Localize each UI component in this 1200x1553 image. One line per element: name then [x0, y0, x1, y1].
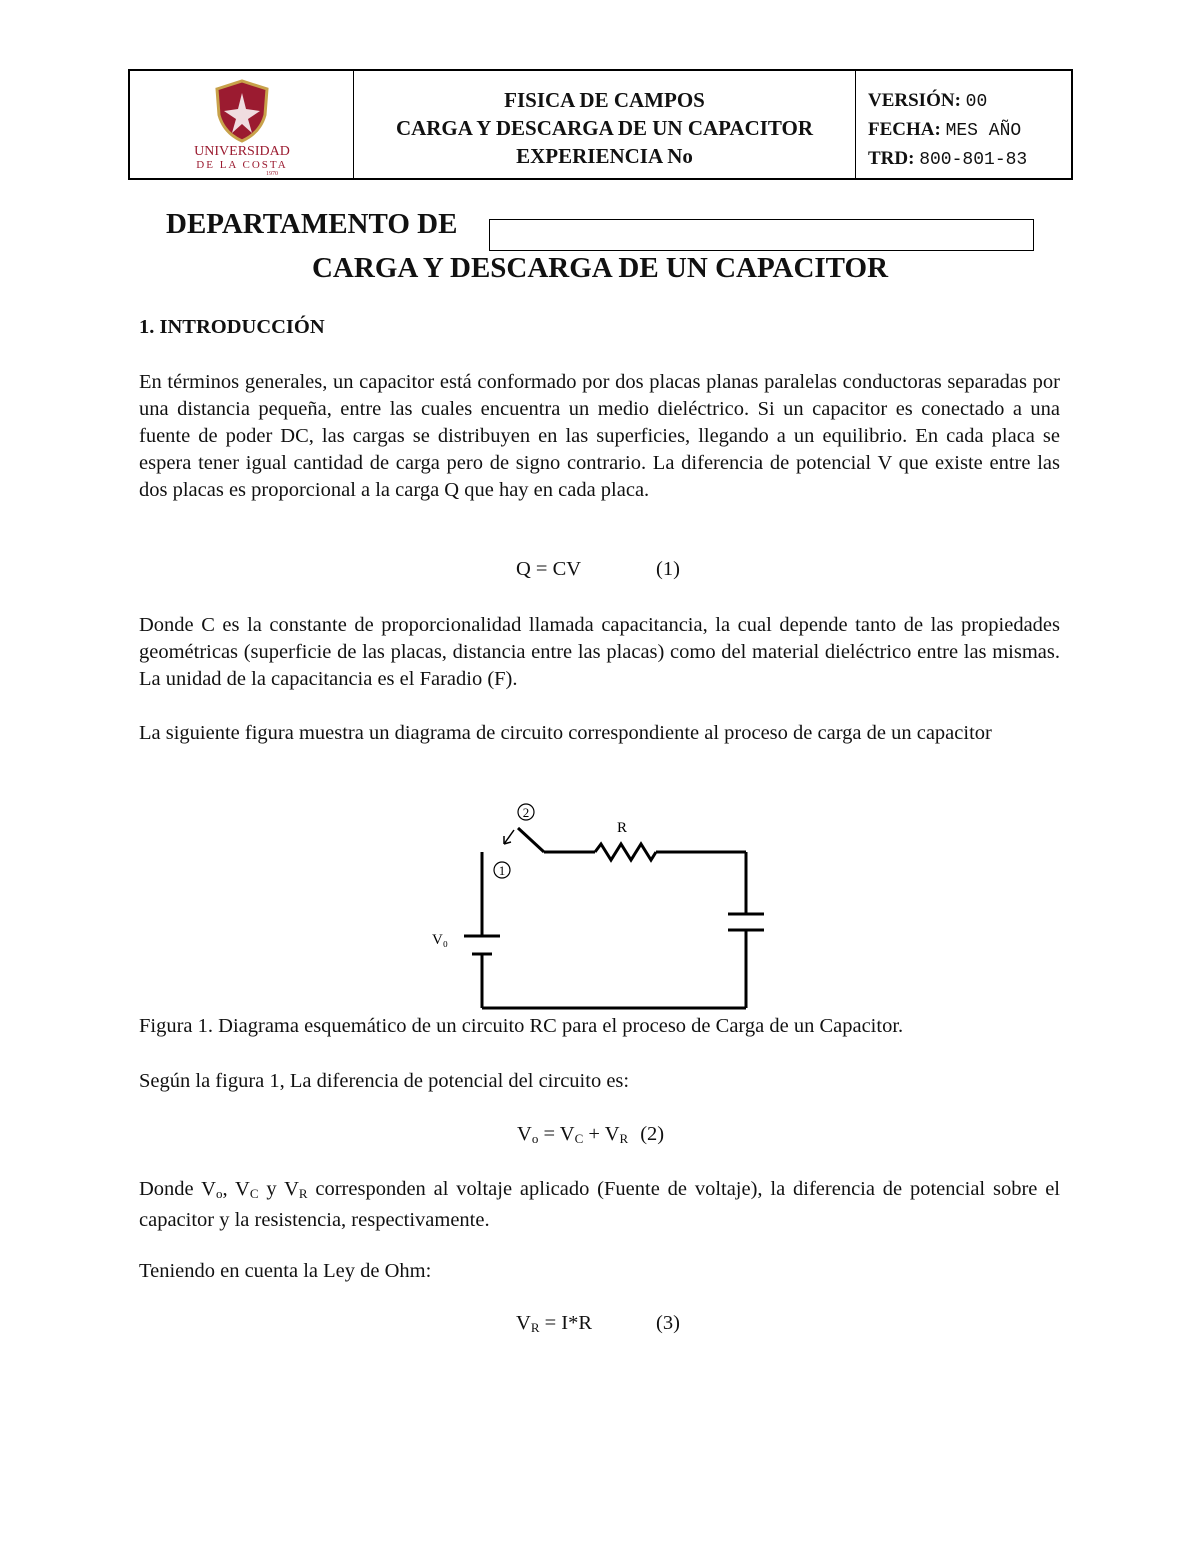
- section-heading: 1. INTRODUCCIÓN: [139, 316, 325, 338]
- voltage-definitions-paragraph: [139, 1176, 1060, 1234]
- equation-2: [517, 1123, 664, 1147]
- potential-paragraph: Según la figura 1, La diferencia de potencial del circuito es:: [139, 1070, 630, 1092]
- p5-part4: corresponden al voltaje aplicado (Fuente de voltaje), la diferencia de potencial sobre el capacitor y la resistencia, respectivamente.: [139, 1178, 1060, 1231]
- p5-sub3: R: [298, 1186, 308, 1201]
- university-logo: [130, 71, 354, 178]
- eq3-vr: V: [516, 1312, 531, 1334]
- version-label: VERSIÓN:: [868, 90, 961, 111]
- capacitance-paragraph: Donde C es la constante de proporcionalidad llamada capacitancia, la cual depende tanto de las propiedades geométricas (superficie de las placas, distancia entre las placas) como del material dieléctrico entre las mismas. La unidad de la capacitancia es el Faradio (F).: [139, 614, 1060, 690]
- eq2-equals: =: [538, 1123, 560, 1145]
- eq3-vr-sub: R: [530, 1320, 540, 1335]
- logo-line2: DE LA COSTA: [195, 158, 288, 171]
- header-subject: CARGA Y DESCARGA DE UN CAPACITOR: [395, 116, 814, 140]
- source-label: V₀: [431, 932, 449, 948]
- trd-value: 800-801-83: [919, 150, 1028, 170]
- p5-sub1: o: [215, 1186, 223, 1201]
- header-title-block: [354, 71, 856, 178]
- experience-number: EXPERIENCIA No: [516, 144, 693, 168]
- university-shield-icon: [172, 75, 312, 175]
- eq3-rest: = I*R: [539, 1312, 593, 1334]
- eq2-vr: V: [604, 1123, 620, 1145]
- header-meta-block: [856, 71, 1071, 178]
- department-label: DEPARTAMENTO DE: [166, 208, 458, 240]
- intro-paragraph: En términos generales, un capacitor está conformado por dos placas planas paralelas conductoras separadas por una distancia pequeña, entre las cuales encuentra un medio dieléctrico. Si un capacitor es conectado a una fuente de poder DC, las cargas se distribuyen en las superficies, llegando a un equilibrio. En cada placa se espera tener igual cantidad de carga pero de signo contrario. La diferencia de potencial V que existe entre las dos placas es proporcional a la carga Q que hay en cada placa.: [139, 371, 1060, 501]
- figure-caption: Figura 1. Diagrama esquemático de un circuito RC para el proceso de Carga de un Capacitor.: [139, 1015, 904, 1037]
- p5-part1: Donde V: [139, 1178, 216, 1200]
- equation-3: [516, 1312, 592, 1336]
- eq2-v0: V: [517, 1123, 532, 1145]
- eq2-vr-sub: R: [619, 1131, 629, 1146]
- figure-intro-paragraph: La siguiente figura muestra un diagrama de circuito correspondiente al proceso de carga de un capacitor: [139, 722, 992, 744]
- document-header: [128, 69, 1073, 180]
- capacitor-icon: [728, 914, 764, 930]
- trd-label: TRD:: [868, 148, 915, 169]
- date-label: FECHA:: [868, 119, 941, 140]
- resistor-label: R: [616, 820, 628, 836]
- eq2-vc-sub: C: [574, 1131, 584, 1146]
- date-value: MES AÑO: [945, 121, 1022, 141]
- ohm-law-paragraph: Teniendo en cuenta la Ley de Ohm:: [139, 1260, 432, 1282]
- trd-row: [868, 145, 1071, 174]
- eq2-v0-sub: o: [531, 1131, 539, 1146]
- switch-pos2-label: 2: [522, 805, 530, 820]
- date-row: [868, 116, 1071, 145]
- p5-sub2: C: [249, 1186, 259, 1201]
- course-name: FISICA DE CAMPOS: [504, 88, 705, 112]
- logo-year: 1970: [265, 170, 278, 175]
- eq2-plus: +: [583, 1123, 605, 1145]
- switch-arrow-icon: [504, 830, 514, 844]
- switch-pos1-label: 1: [498, 863, 506, 878]
- equation-3-number: (3): [656, 1312, 680, 1334]
- resistor-icon: [595, 844, 656, 860]
- logo-line1: UNIVERSIDAD: [193, 143, 290, 159]
- battery-icon: [464, 936, 500, 954]
- p5-part2: , V: [222, 1178, 250, 1200]
- equation-1: Q = CV: [516, 558, 582, 580]
- eq2-vc: V: [559, 1123, 575, 1145]
- equation-1-number: (1): [656, 558, 680, 580]
- page-title: CARGA Y DESCARGA DE UN CAPACITOR: [311, 252, 889, 284]
- p5-part3: y V: [258, 1178, 299, 1200]
- equation-2-number: (2): [640, 1123, 665, 1145]
- rc-circuit-diagram: [420, 796, 780, 1014]
- department-field[interactable]: [489, 219, 1034, 251]
- version-value: 00: [965, 92, 988, 112]
- version-row: [868, 87, 1071, 116]
